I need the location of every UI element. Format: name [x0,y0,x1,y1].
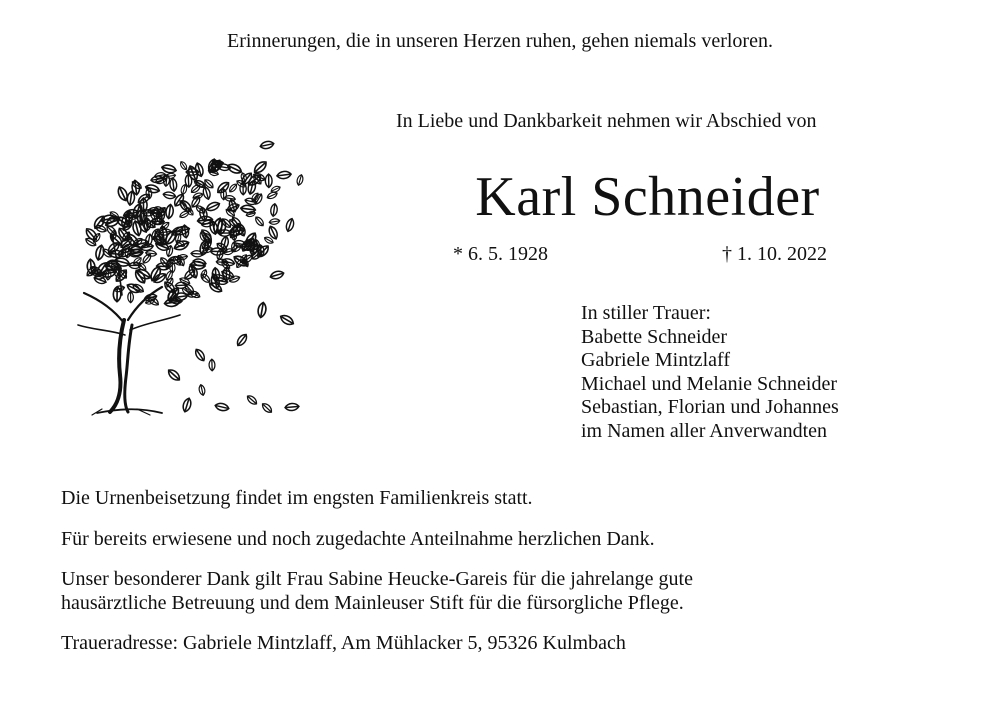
mourner-line: Michael und Melanie Schneider [581,372,838,395]
notice-body [61,487,961,673]
text-line: Die Urnenbeisetzung findet im engsten Familienkreis statt. [61,487,533,509]
motto-line: Erinnerungen, die in unseren Herzen ruhen, gehen niemals verloren. [227,30,773,52]
text-line: Traueradresse: Gabriele Mintzlaff, Am Mühlacker 5, 95326 Kulmbach [61,632,626,654]
intro-line: In Liebe und Dankbarkeit nehmen wir Abschied von [396,110,817,132]
thanks-paragraph [61,528,961,552]
birth-date: * 6. 5. 1928 [453,243,548,265]
mourner-line: Gabriele Mintzlaff [581,349,731,371]
text-line: Für bereits erwiesene und noch zugedachte Anteilnahme herzlichen Dank. [61,527,655,550]
mourners-heading: In stiller Trauer: [581,302,711,324]
mourner-line: Sebastian, Florian und Johannes [581,396,839,418]
mourner-line: Babette Schneider [581,325,728,348]
mourners-list [581,302,839,443]
text-line: hausärztliche Betreuung und dem Mainleuser Stift für die fürsorgliche Pflege. [61,591,684,614]
special-thanks-paragraph [61,568,961,615]
burial-notice-paragraph [61,487,961,511]
windblown-tree-icon [62,125,312,420]
mourning-address-paragraph [61,632,961,656]
death-date: † 1. 10. 2022 [722,243,827,265]
mourner-line: im Namen aller Anverwandten [581,419,828,442]
deceased-name: Karl Schneider [475,166,820,228]
text-line: Unser besonderer Dank gilt Frau Sabine Heucke-Gareis für die jahrelange gute [61,568,693,590]
